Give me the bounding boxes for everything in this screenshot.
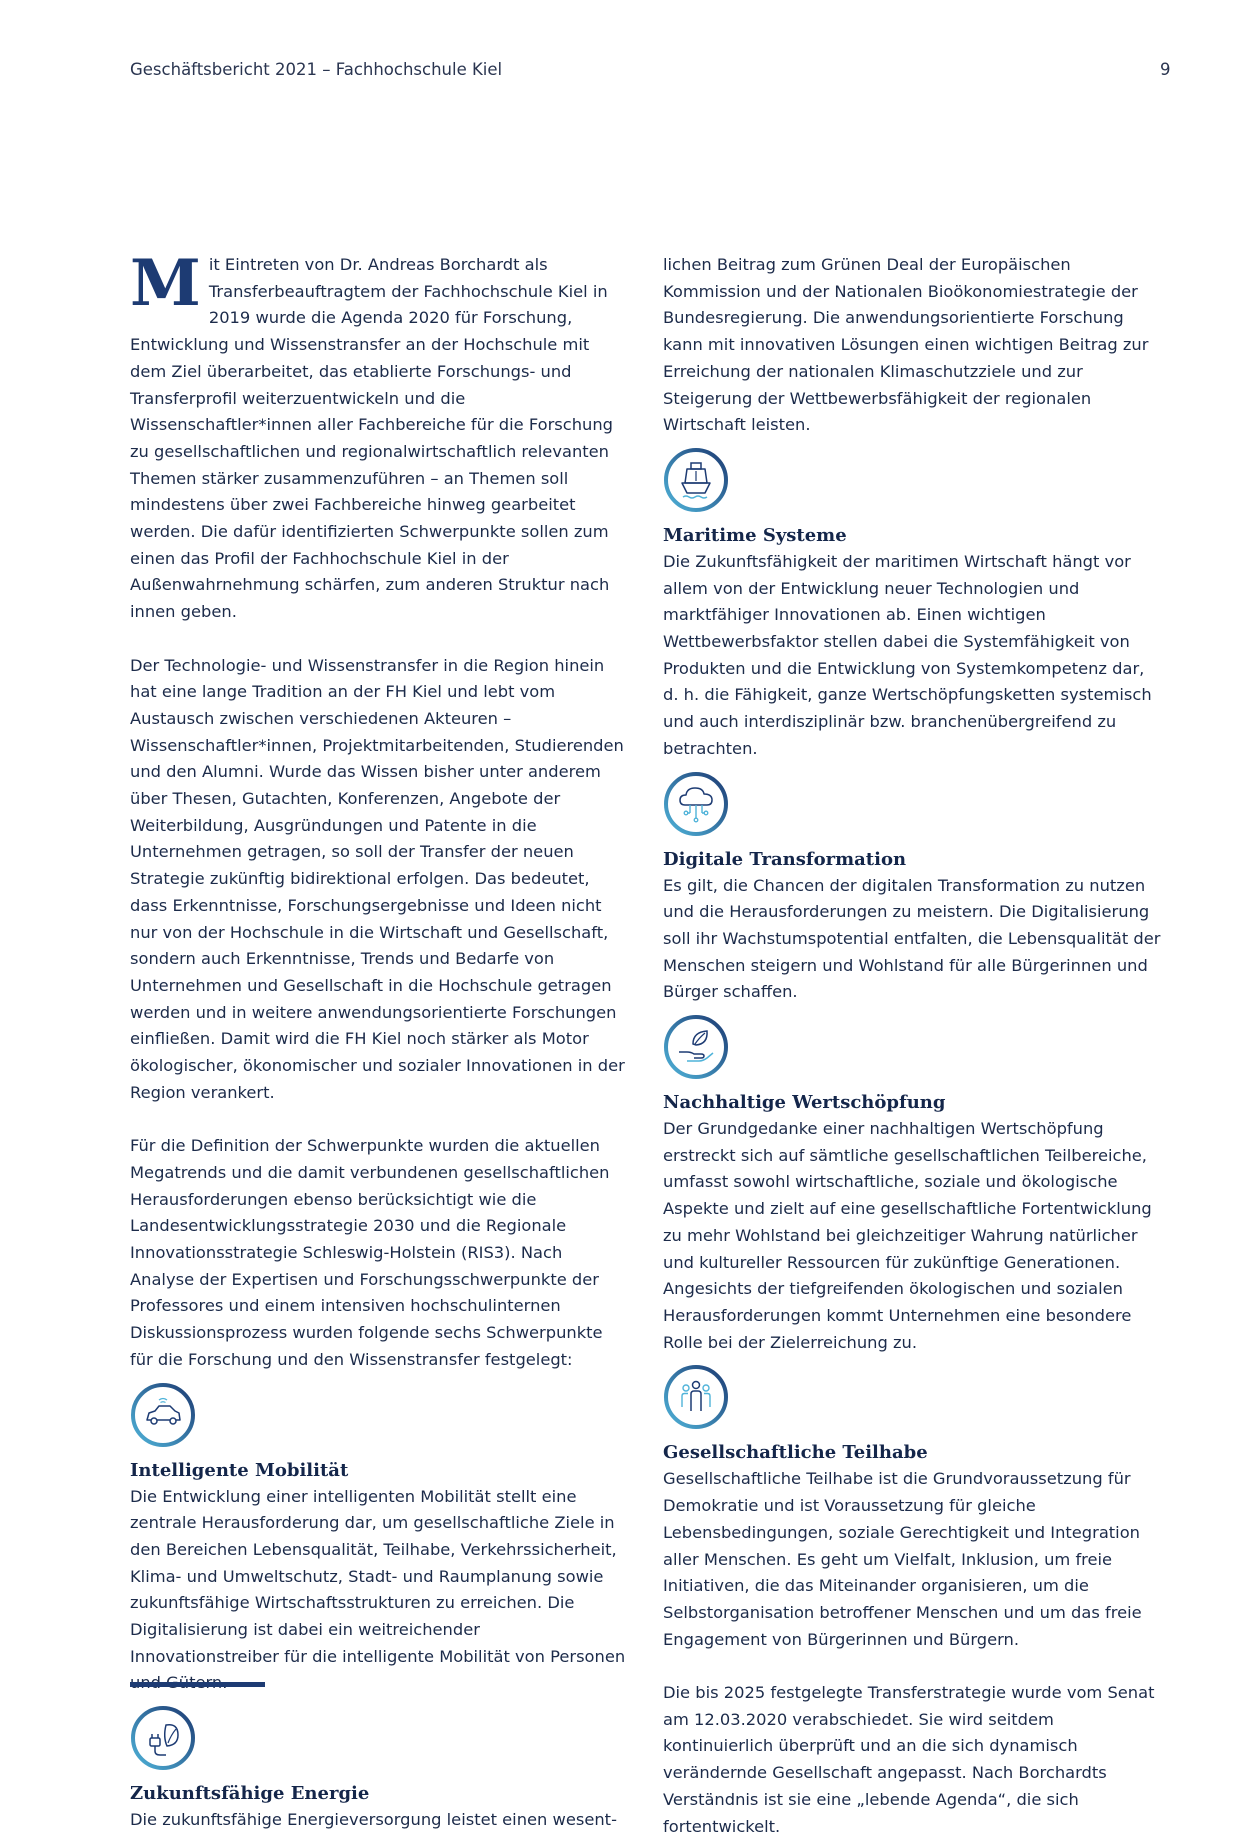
intro-paragraph-3: Für die Definition der Schwerpunkte wurden die aktuellen Megatrends und die damit verbundenen gesellschaftlichen Herausforderungen ebenso berücksichtigt wie die Landesentwicklungsstrategie 2030 und die Regionale Innovationsstrategie Schleswig-Holstein (RIS3). Nach Analyse der Expertisen und Forschungsschwerpunkte der Professores und einem intensiven hochschulinternen Diskussionsprozess wurden folgende sechs Schwerpunkte für die Forschung und den Wissenstransfer festgelegt:	[130, 1136, 610, 1369]
section-text-energy-continued: lichen Beitrag zum Grünen Deal der Europäischen Kommission und der Nationalen Bioökonomiestrategie der Bundesregierung. Die anwendungsorientierte Forschung kann mit innovativen Lösungen einen wichtigen Beitrag zur Erreichung der nationalen Klimaschutzziele und zur Steigerung der Wettbewerbsfähigkeit der regionalen Wirtschaft leisten.	[663, 255, 1149, 435]
section-text-energy-start: Die zukunftsfähige Energieversorgung leistet einen wesent-	[130, 1810, 617, 1830]
cloud-circuit-icon	[663, 771, 729, 837]
section-title-digital: Digitale Transformation	[663, 848, 907, 870]
section-text-digital: Es gilt, die Chancen der digitalen Transformation zu nutzen und die Herausforderungen zu meistern. Die Digitalisierung soll ihr Wachstumspotential entfalten, die Lebensqualität der Menschen steigern und Wohlstand für alle Bürgerinnen und Bürger schaffen.	[663, 875, 1161, 1002]
hand-leaf-icon	[663, 1014, 729, 1080]
closing-paragraph: Die bis 2025 festgelegte Transferstrategie wurde vom Senat am 12.03.2020 verabschiedet. Sie wird seitdem kontinuierlich überprüft und an die sich dynamisch verändernde Gesellschaft angepasst. Nach Borchardts Verständnis ist sie eine „lebende Agenda“, die sich fortentwickelt.	[663, 1683, 1155, 1836]
section-title-mobility: Intelligente Mobilität	[130, 1459, 349, 1481]
plug-leaf-icon	[130, 1705, 196, 1771]
section-sustainable	[663, 1014, 1163, 1356]
section-energy	[130, 1705, 630, 1834]
ship-icon	[663, 447, 729, 513]
section-maritime	[663, 447, 1163, 763]
right-column	[663, 252, 1163, 1840]
car-icon	[130, 1382, 196, 1448]
people-icon	[663, 1364, 729, 1430]
page-number: 9	[1160, 60, 1171, 79]
section-title-participation: Gesellschaftliche Teilhabe	[663, 1442, 928, 1464]
section-text-sustainable: Der Grundgedanke einer nachhaltigen Wertschöpfung erstreckt sich auf sämtliche gesellschaftlichen Teilbereiche, umfasst sowohl wirtschaftliche, soziale und ökologische Aspekte und zielt auf eine gesellschaftliche Fortentwicklung zu mehr Wohlstand bei gleichzeitiger Wahrung natürlicher und kultureller Ressourcen für zukünftige Generationen. Angesichts der tiefgreifenden ökologischen und sozialen Herausforderungen kommt Unternehmen eine besondere Rolle bei der Zielerreichung zu.	[663, 1119, 1152, 1352]
intro-paragraph-1: Mit Eintreten von Dr. Andreas Borchardt als Transferbeauftragtem der Fachhochschule Kiel in 2019 wurde die Agenda 2020 für Forschung, Entwicklung und Wissenstransfer an der Hochschule mit dem Ziel überarbeitet, das etablierte Forschungs- und Transferprofil weiterzuentwickeln und die Wissenschaftler*innen aller Fachbereiche für die Forschung zu gesellschaftlichen und regionalwirtschaftlich relevanten Themen stärker zusammenzuführen – an Themen soll mindestens über zwei Fachbereiche hinweg gearbeitet werden. Die dafür identifizierten Schwerpunkte sollen zum einen das Profil der Fachhochschule Kiel in der Außenwahrnehmung schärfen, zum anderen Struktur nach innen geben.	[130, 246, 614, 622]
section-text-participation: Gesellschaftliche Teilhabe ist die Grundvoraussetzung für Demokratie und ist Voraussetzung für gleiche Lebensbedingungen, soziale Gerechtigkeit und Integration aller Menschen. Es geht um Vielfalt, Inklusion, um freie Initiativen, die das Miteinander organisieren, um die Selbstorganisation betroffener Menschen und um das freie Engagement von Bürgerinnen und Bürgern.	[663, 1469, 1142, 1649]
header-title: Geschäftsbericht 2021 – Fachhochschule Kiel	[130, 60, 503, 79]
section-participation	[663, 1364, 1163, 1653]
left-column	[130, 246, 630, 1834]
section-title-maritime: Maritime Systeme	[663, 524, 847, 546]
section-text-mobility: Die Entwicklung einer intelligenten Mobilität stellt eine zentrale Herausforderung dar, um gesellschaftliche Ziele in den Bereichen Lebensqualität, Teilhabe, Verkehrssicherheit, Klima- und Umweltschutz, Stadt- und Raumplanung sowie zukunftsfähige Wirtschaftsstrukturen zu erreichen. Die Digitalisierung ist dabei ein weitreichender Innovationstreiber für die intelligente Mobilität von Personen	[130, 1486, 626, 1666]
section-title-energy: Zukunftsfähige Energie	[130, 1783, 370, 1805]
footer-rule	[130, 1682, 265, 1687]
section-title-sustainable: Nachhaltige Wertschöpfung	[663, 1092, 946, 1114]
section-mobility	[130, 1382, 630, 1698]
section-digital	[663, 771, 1163, 1007]
dropcap: M	[130, 246, 201, 321]
section-text-maritime: Die Zukunftsfähigkeit der maritimen Wirtschaft hängt vor allem von der Entwicklung neuer Technologien und marktfähiger Innovationen ab. Einen wichtigen Wettbewerbsfaktor stellen dabei die Systemfähigkeit von Produkten und die Entwicklung von Systemkompetenz dar, d. h. die Fähigkeit, ganze Wertschöpfungsketten systemisch und auch interdisziplinär bzw. branchenübergreifend zu betrachten.	[663, 551, 1152, 758]
intro-paragraph-2: Der Technologie- und Wissenstransfer in die Region hinein hat eine lange Tradition an der FH Kiel und lebt vom Austausch zwischen verschiedenen Akteuren – Wissenschaftler*innen, Projektmitarbeitenden, Studierenden und den Alumni. Wurde das Wissen bisher unter anderem über Thesen, Gutachten, Konferenzen, Angebote der Weiterbildung, Ausgründungen und Patente in die Unternehmen getragen, so soll der Transfer der neuen Strategie zukünftig bidirektional erfolgen. Das bedeutet, dass Erkenntnisse, Forschungsergebnisse und Ideen nicht nur von der Hochschule in die Wirtschaft und Gesellschaft, sondern auch Erkenntnisse, Trends und Bedarfe von Unternehmen und Gesellschaft in die Hochschule getragen werden und in weitere anwendungsorientierte Forschungen einfließen. Damit wird die FH Kiel noch stärker als Motor ökologischer, ökonomischer und sozialer Innovationen in der Region verankert.	[130, 655, 625, 1102]
